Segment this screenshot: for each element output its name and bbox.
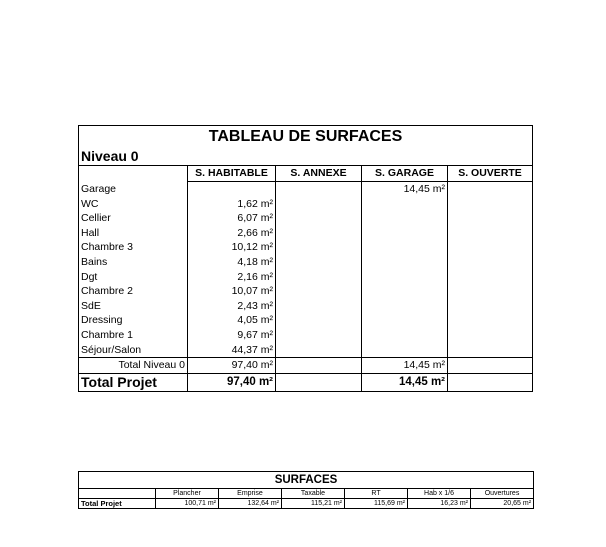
room-garage-value [362, 255, 448, 270]
room-label: WC [79, 197, 188, 212]
table-row [79, 343, 533, 358]
surfaces-header-ouvertures: Ouvertures [471, 489, 534, 499]
total-level-row [79, 358, 533, 374]
room-annexe-value [276, 182, 362, 197]
surfaces-header-plancher: Plancher [156, 489, 219, 499]
table-row [79, 270, 533, 285]
room-habitable-value: 2,16 m² [188, 270, 276, 285]
room-ouverte-value [448, 284, 533, 299]
room-habitable-value: 1,62 m² [188, 197, 276, 212]
total-project-annexe [276, 373, 362, 391]
room-rows [79, 182, 533, 358]
surfaces-header-rt: RT [345, 489, 408, 499]
surfaces-value-rt: 115,69 m² [345, 499, 408, 509]
room-label: Chambre 2 [79, 284, 188, 299]
level-heading: Niveau 0 [79, 148, 533, 166]
surface-table [78, 125, 533, 392]
column-header-garage: S. GARAGE [362, 166, 448, 182]
room-annexe-value [276, 240, 362, 255]
room-annexe-value [276, 255, 362, 270]
total-level-annexe [276, 358, 362, 374]
room-label: Bains [79, 255, 188, 270]
table-row [79, 226, 533, 241]
column-header-annexe: S. ANNEXE [276, 166, 362, 182]
room-label: Dressing [79, 313, 188, 328]
room-ouverte-value [448, 270, 533, 285]
column-header-ouverte: S. OUVERTE [448, 166, 533, 182]
table-row [79, 313, 533, 328]
column-header-habitable: S. HABITABLE [188, 166, 276, 182]
surfaces-header-emprise: Emprise [219, 489, 282, 499]
room-label: Séjour/Salon [79, 343, 188, 358]
room-label: Garage [79, 182, 188, 197]
room-ouverte-value [448, 240, 533, 255]
table-row [79, 255, 533, 270]
surfaces-header-hab: Hab x 1/6 [408, 489, 471, 499]
room-annexe-value [276, 284, 362, 299]
room-garage-value [362, 284, 448, 299]
surfaces-title: SURFACES [79, 472, 534, 489]
surfaces-summary-table [78, 471, 534, 509]
table-row [79, 328, 533, 343]
room-habitable-value: 4,05 m² [188, 313, 276, 328]
room-label: SdE [79, 299, 188, 314]
room-ouverte-value [448, 211, 533, 226]
surfaces-value-emprise: 132,64 m² [219, 499, 282, 509]
room-annexe-value [276, 299, 362, 314]
total-project-ouverte [448, 373, 533, 391]
room-ouverte-value [448, 313, 533, 328]
room-habitable-value: 6,07 m² [188, 211, 276, 226]
table-row [79, 211, 533, 226]
total-level-garage: 14,45 m² [362, 358, 448, 374]
table-row [79, 299, 533, 314]
room-ouverte-value [448, 343, 533, 358]
room-habitable-value: 10,12 m² [188, 240, 276, 255]
total-project-habitable: 97,40 m² [188, 373, 276, 391]
room-garage-value [362, 270, 448, 285]
room-annexe-value [276, 328, 362, 343]
room-ouverte-value [448, 255, 533, 270]
room-garage-value [362, 226, 448, 241]
total-level-label: Total Niveau 0 [79, 358, 188, 374]
surfaces-value-hab: 16,23 m² [408, 499, 471, 509]
total-project-row [79, 373, 533, 391]
surfaces-value-taxable: 115,21 m² [282, 499, 345, 509]
table-row [79, 197, 533, 212]
room-ouverte-value [448, 328, 533, 343]
room-habitable-value [188, 182, 276, 197]
room-annexe-value [276, 226, 362, 241]
room-habitable-value: 2,66 m² [188, 226, 276, 241]
surfaces-header-blank [79, 489, 156, 499]
room-garage-value [362, 313, 448, 328]
room-label: Hall [79, 226, 188, 241]
room-habitable-value: 2,43 m² [188, 299, 276, 314]
room-habitable-value: 44,37 m² [188, 343, 276, 358]
surfaces-value-ouvertures: 20,65 m² [471, 499, 534, 509]
table-row [79, 182, 533, 197]
room-garage-value [362, 328, 448, 343]
surfaces-value-plancher: 100,71 m² [156, 499, 219, 509]
room-garage-value [362, 343, 448, 358]
room-ouverte-value [448, 299, 533, 314]
surfaces-header-taxable: Taxable [282, 489, 345, 499]
room-garage-value [362, 299, 448, 314]
room-annexe-value [276, 211, 362, 226]
room-annexe-value [276, 343, 362, 358]
room-label: Dgt [79, 270, 188, 285]
surfaces-row-label: Total Projet [79, 499, 156, 509]
room-ouverte-value [448, 226, 533, 241]
table-row [79, 240, 533, 255]
room-habitable-value: 10,07 m² [188, 284, 276, 299]
room-garage-value [362, 197, 448, 212]
surfaces-total-row [79, 499, 534, 509]
total-project-label: Total Projet [79, 373, 188, 391]
header-blank [79, 166, 188, 182]
room-garage-value: 14,45 m² [362, 182, 448, 197]
room-label: Cellier [79, 211, 188, 226]
room-annexe-value [276, 270, 362, 285]
room-label: Chambre 1 [79, 328, 188, 343]
total-level-ouverte [448, 358, 533, 374]
total-level-habitable: 97,40 m² [188, 358, 276, 374]
room-habitable-value: 4,18 m² [188, 255, 276, 270]
room-habitable-value: 9,67 m² [188, 328, 276, 343]
room-ouverte-value [448, 182, 533, 197]
room-garage-value [362, 211, 448, 226]
total-project-garage: 14,45 m² [362, 373, 448, 391]
table-title: TABLEAU DE SURFACES [79, 126, 533, 149]
table-row [79, 284, 533, 299]
room-ouverte-value [448, 197, 533, 212]
room-garage-value [362, 240, 448, 255]
room-label: Chambre 3 [79, 240, 188, 255]
room-annexe-value [276, 313, 362, 328]
room-annexe-value [276, 197, 362, 212]
